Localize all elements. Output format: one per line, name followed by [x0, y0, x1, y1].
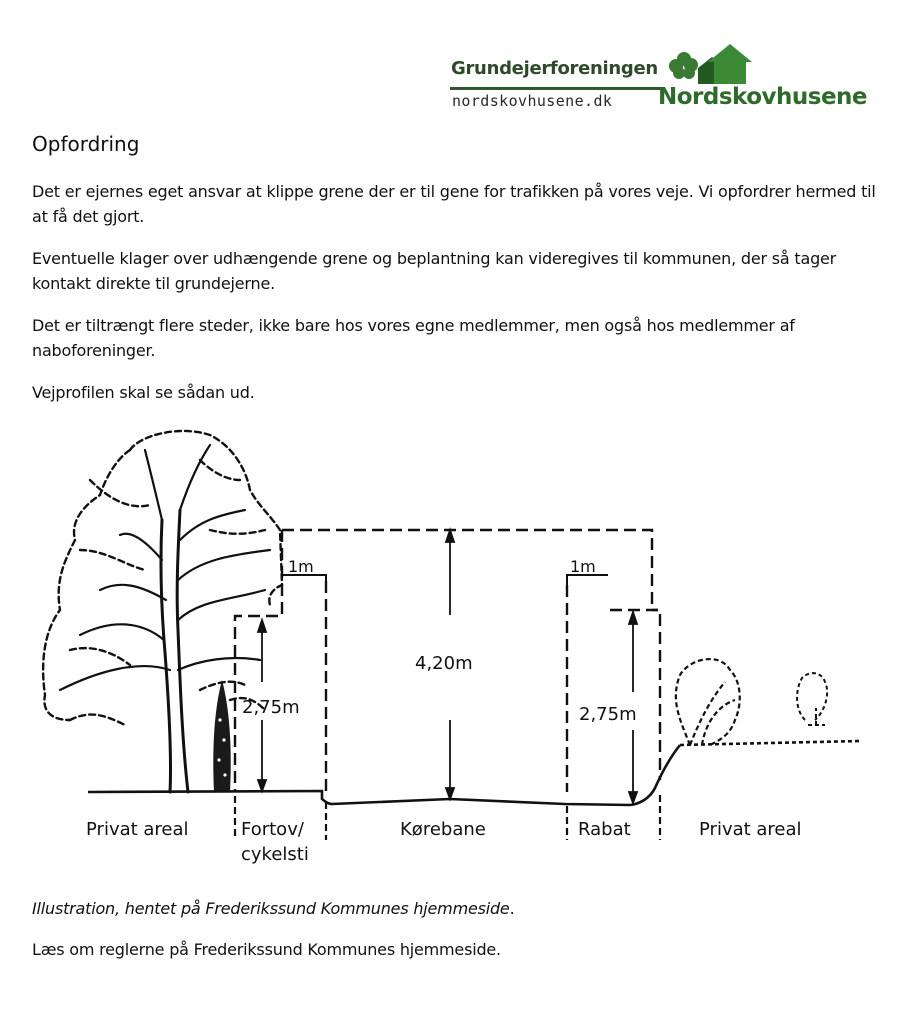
- bush-icon: [676, 659, 740, 745]
- illustration-caption: [32, 896, 892, 921]
- paragraph: Det er tiltrængt flere steder, ikke bare hos vores egne medlemmer, men også hos medlemmer af naboforeninger.: [32, 316, 795, 360]
- small-shrub-icon: [797, 673, 827, 725]
- road-profile-illustration: [30, 420, 870, 870]
- right-clearance-label: 2,75m: [579, 704, 637, 725]
- caption-text: Illustration, hentet på Frederikssund Kommunes hjemmeside: [32, 899, 510, 918]
- cypress-tree-icon: [213, 680, 230, 792]
- zone-label-right-private: Privat areal: [699, 819, 802, 840]
- ground-profile: [88, 741, 860, 805]
- paragraph: Eventuelle klager over udhængende grene og beplantning kan videregives til kommunen, der så tager kontakt direkte til grundejerne.: [32, 249, 837, 293]
- left-offset-label: 1m: [288, 557, 314, 576]
- page-title: Opfordring: [32, 132, 140, 156]
- zone-label-road: Kørebane: [400, 819, 486, 840]
- site-logo[interactable]: [446, 40, 866, 115]
- zone-label-verge: Rabat: [578, 819, 631, 840]
- rules-link-line[interactable]: Læs om reglerne på Frederikssund Kommunes hjemmeside.: [32, 940, 501, 959]
- paragraph: Vejprofilen skal se sådan ud.: [32, 383, 255, 402]
- paragraph: Det er ejernes eget ansvar at klippe grene der er til gene for trafikken på vores veje. Vi opfordrer hermed til at få det gjort.: [32, 182, 876, 226]
- road-clearance-label: 4,20m: [415, 653, 473, 674]
- large-tree-icon: [60, 445, 270, 792]
- site-url: nordskovhusene.dk: [452, 92, 613, 110]
- offset-bracket: [282, 575, 608, 586]
- zone-label-sidewalk: Fortov/: [241, 819, 304, 840]
- left-clearance-label: 2,75m: [242, 697, 300, 718]
- right-offset-label: 1m: [570, 557, 596, 576]
- caption-period: .: [509, 899, 515, 918]
- logo-divider: [450, 87, 662, 90]
- org-name: Grundejerforeningen: [451, 58, 658, 79]
- zone-label-sidewalk-line2: cykelsti: [241, 844, 309, 865]
- brand-name: Nordskovhusene: [658, 84, 868, 110]
- zone-label-left-private: Privat areal: [86, 819, 189, 840]
- trees-and-houses-icon: [664, 40, 754, 86]
